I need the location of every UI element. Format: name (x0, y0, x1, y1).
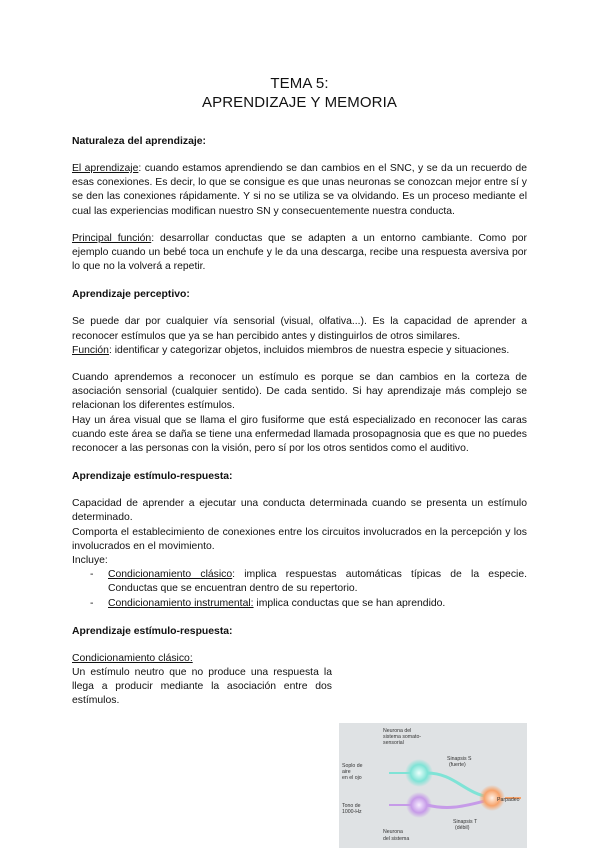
label-synapse-t-1: Sinapsis T (453, 819, 478, 825)
heading-estimulo-respuesta: Aprendizaje estímulo-respuesta: (72, 471, 233, 483)
paragraph-perceptivo-1: Se puede dar por cualquier vía sensorial (visual, olfativa...). Es la capacidad de aprender a reconocer estímulos que ya se han percibido antes y distinguirlos de otros similares. (72, 316, 527, 342)
paragraph-perceptivo-4: Hay un área visual que se llama el giro fusiforme que está especializado en reconocer las caras cuando este área se daña se tiene una enfermedad llamada prosopagnosia que es que no puedes reconocer a las personas con la visión, pero sí por los otros sentidos como el auditivo. (72, 414, 527, 455)
list-condicionamiento (72, 568, 527, 611)
classical-conditioning-text (72, 652, 332, 709)
document-title (72, 74, 527, 112)
label-neuron-bottom-1: Neurona (383, 829, 403, 835)
term-funcion: Función (72, 344, 109, 356)
list-item (72, 597, 527, 611)
text-condicionamiento-instrumental: implica conductas que se han aprendido. (253, 597, 446, 609)
label-tone-2: 1000-Hz (342, 809, 362, 815)
neuron-somatosensory-icon (405, 759, 433, 787)
heading-estimulo-respuesta-2: Aprendizaje estímulo-respuesta: (72, 625, 233, 637)
term-principal-funcion: Principal función (72, 232, 152, 244)
paragraph-aprendizaje (72, 162, 527, 219)
paragraph-condicionamiento: Un estímulo neutro que no produce una respuesta la llega a producir mediante la asociación entre dos estímulos. (72, 667, 332, 707)
paragraph-er-2: Comporta el establecimiento de conexiones entre los circuitos involucrados en la percepción y los involucrados en el movimiento. (72, 526, 527, 552)
text-funcion: : identificar y categorizar objetos, incluidos miembros de nuestra especie y situaciones. (108, 344, 510, 356)
title-line-2: APRENDIZAJE Y MEMORIA (202, 94, 397, 111)
label-eyelid: Parpadeo (497, 797, 520, 803)
label-synapse-s-2: (fuerte) (449, 762, 466, 768)
term-aprendizaje: El aprendizaje (72, 163, 139, 174)
neuron-auditory-icon (406, 792, 432, 818)
heading-naturaleza: Naturaleza del aprendizaje: (72, 136, 206, 147)
list-dash: - (90, 597, 94, 609)
text-principal-funcion: : desarrollar conductas que se adapten a un entorno cambiante. Como por ejemplo cuando un bebé toca un enchufe y le da una descarga, recibe una respuesta aversiva por lo que no la volverá a repetir. (72, 232, 527, 273)
conditioning-diagram-svg (339, 723, 527, 848)
term-condicionamiento-clasico: Condicionamiento clásico (108, 569, 233, 581)
label-synapse-s-1: Sinapsis S (447, 756, 472, 762)
label-synapse-t-2: (débil) (455, 825, 470, 831)
conditioning-diagram (339, 723, 527, 848)
text-aprendizaje: : cuando estamos aprendiendo se dan cambios en el SNC, y se da un recuerdo de esas conexiones. Es decir, lo que se consigue es que unas neuronas se conozcan mejor entre sí y se den las conexiones rápidamente. Y si no se utiliza se va olvidando. Es un proceso mediante el cual las experiencias modifican nuestro SN y consecuentemente nuestra conducta. (72, 163, 527, 217)
label-neuron-bottom-2: del sistema (383, 836, 410, 842)
paragraph-perceptivo-3: Cuando aprendemos a reconocer un estímulo es porque se dan cambios en la corteza de asociación sensorial (cualquier sentido). De cada sentido. Si hay aprendizaje más complejo se relacionan los diferentes estímulos. (72, 372, 527, 412)
classical-conditioning-section (72, 652, 527, 709)
label-neuron-top-1: Neurona del (383, 728, 412, 734)
label-tone-1: Tono de (342, 803, 361, 809)
title-line-1: TEMA 5: (270, 75, 329, 92)
axon-somatosensory (427, 773, 489, 797)
list-dash: - (90, 569, 94, 581)
label-neuron-top-2: sistema somato- (383, 734, 422, 740)
paragraph-perceptivo-funcion (72, 344, 527, 358)
text-condicionamiento-clasico: : implica respuestas automáticas típicas de la especie. Conductas que se encuentran dentro de su repertorio. (108, 569, 527, 595)
paragraph-er-incluye: Incluye: (72, 555, 108, 567)
label-puff-1: Soplo de (342, 763, 363, 769)
paragraph-er-1: Capacidad de aprender a ejecutar una conducta determinada cuando se presenta un estímulo determinado. (72, 498, 527, 524)
subheading-condicionamiento-clasico: Condicionamiento clásico: (72, 652, 193, 664)
heading-perceptivo: Aprendizaje perceptivo: (72, 289, 190, 301)
paragraph-funcion (72, 232, 527, 275)
label-neuron-top-3: sensorial (383, 740, 404, 746)
term-condicionamiento-instrumental: Condicionamiento instrumental: (108, 597, 254, 609)
document-page (72, 0, 527, 709)
label-puff-3: en el ojo (342, 775, 362, 781)
label-puff-2: aire (342, 769, 351, 775)
list-item (72, 568, 527, 596)
